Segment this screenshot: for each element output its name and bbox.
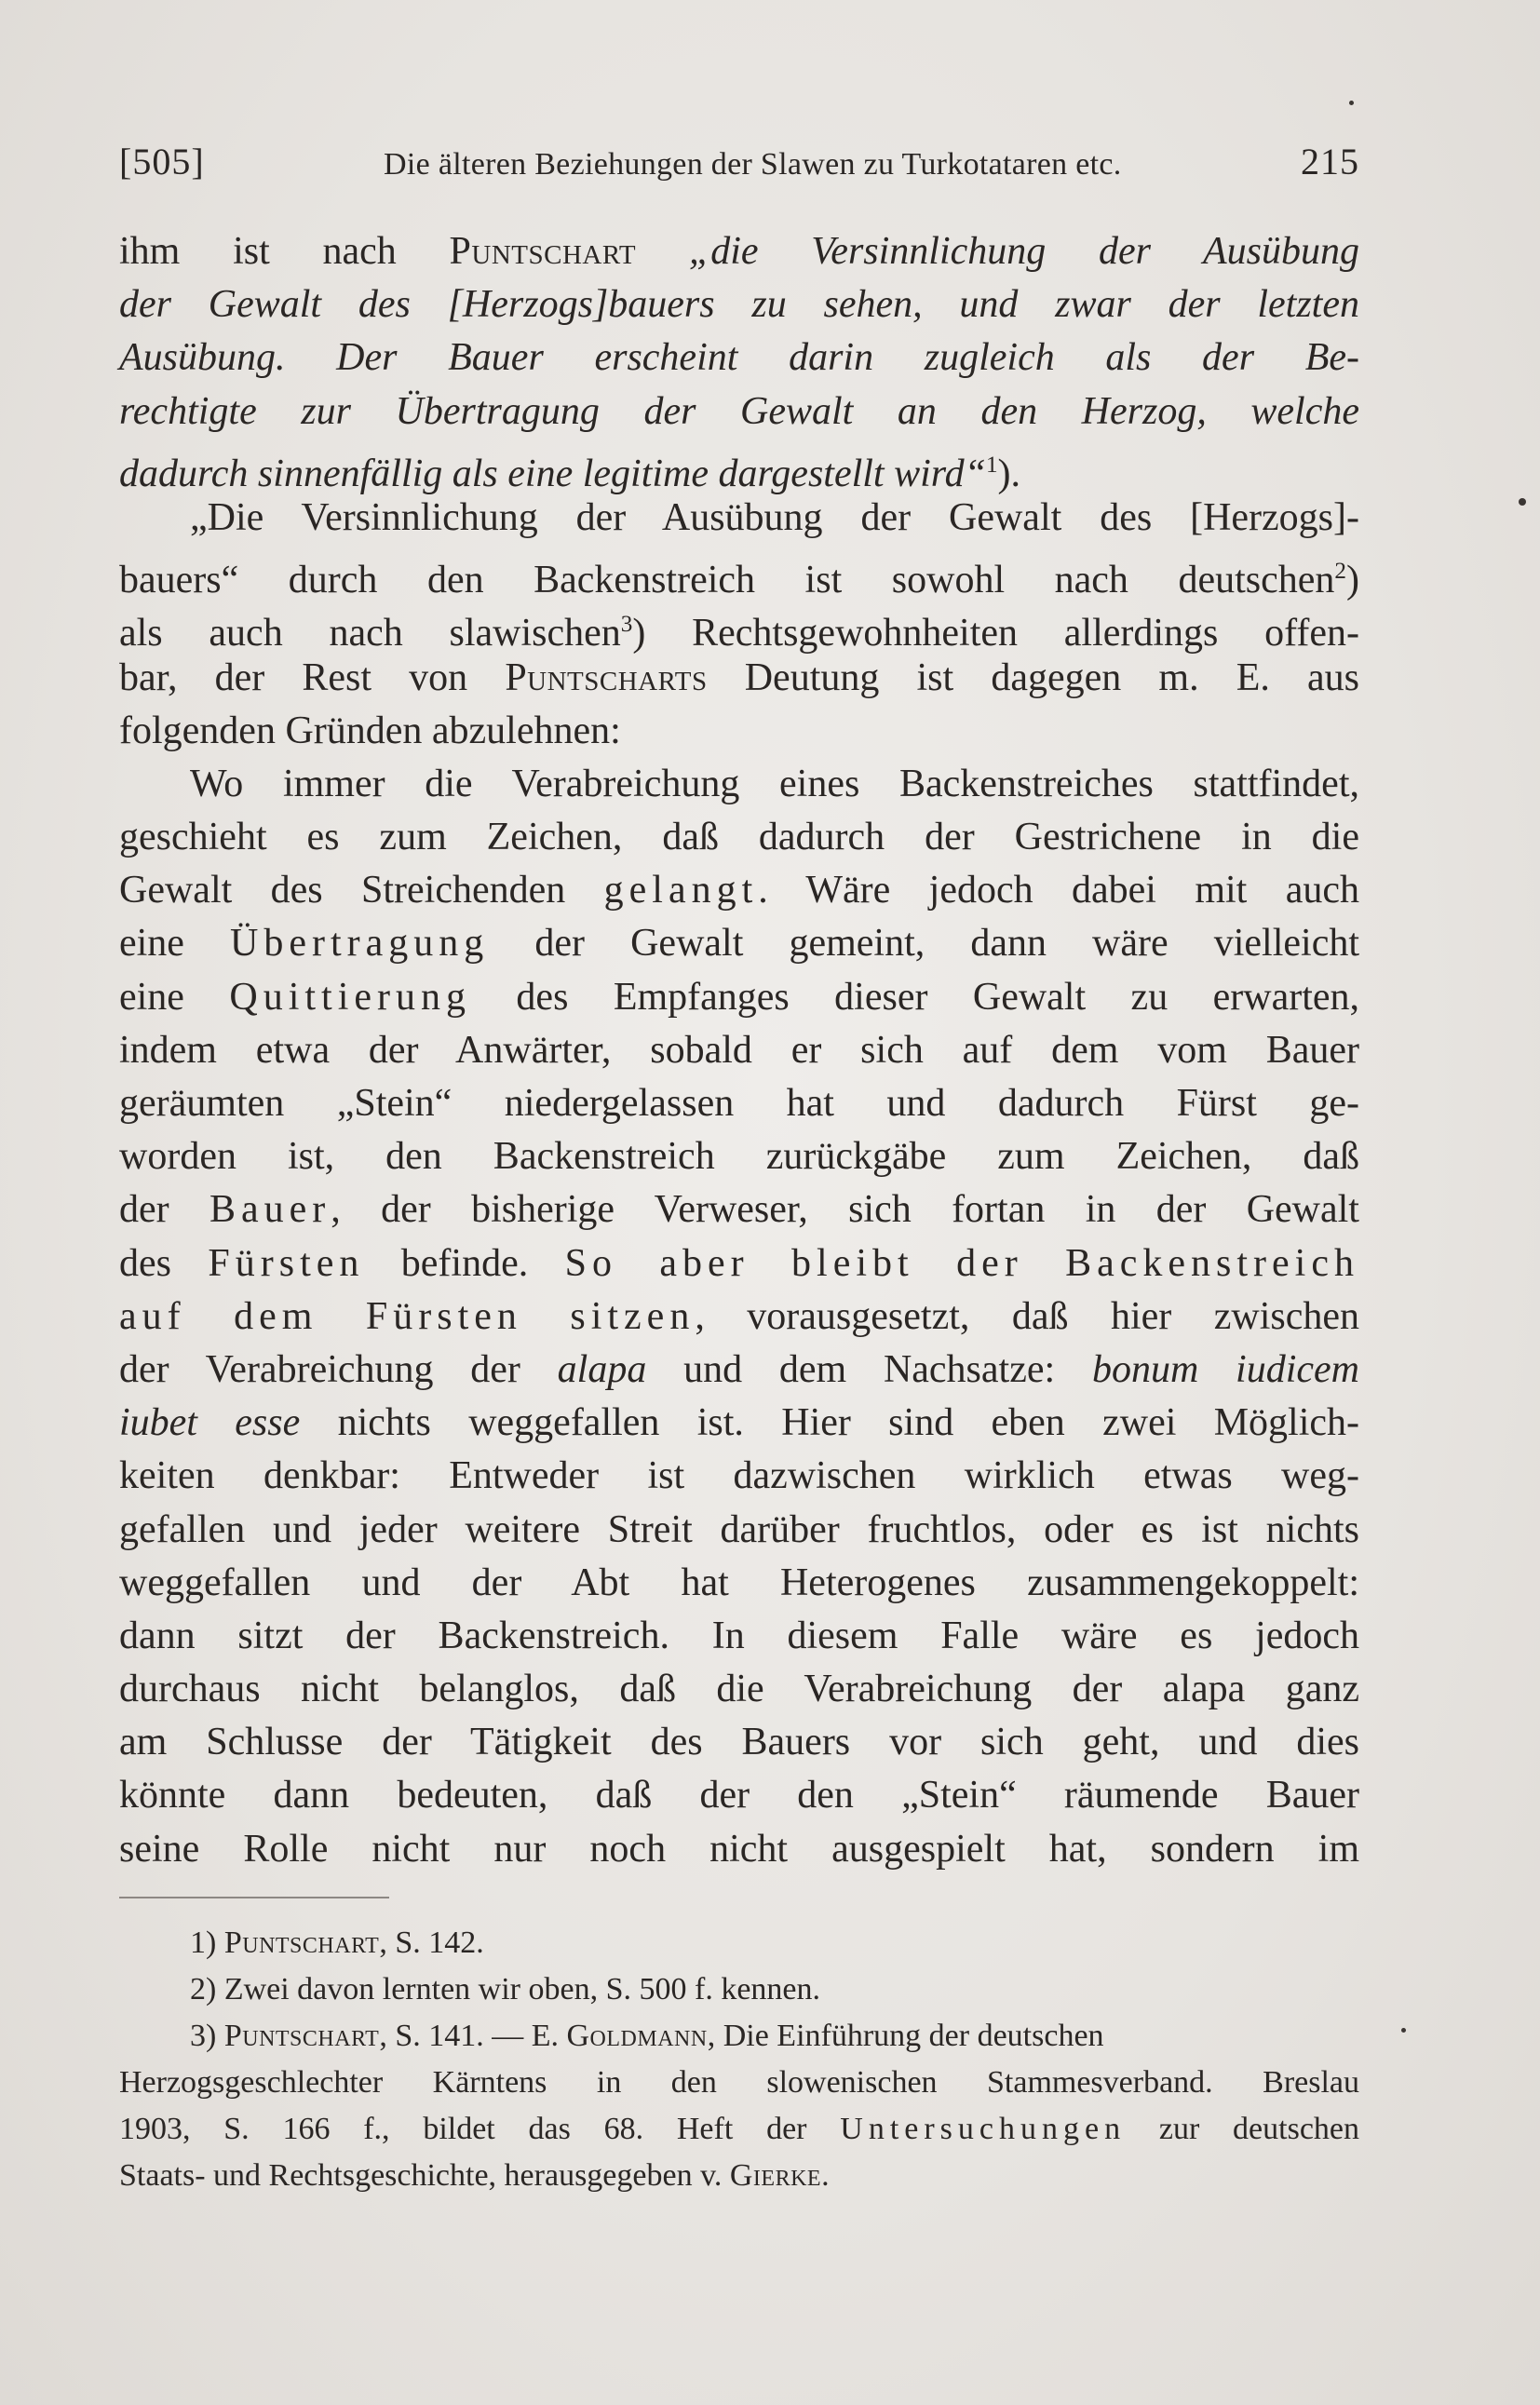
footnote-rule — [119, 1897, 389, 1898]
spaced-emphasis: So aber bleibt der Backenstreich — [564, 1241, 1359, 1285]
author-name: Puntschart — [223, 1925, 380, 1960]
text-run: 1903, S. 166 f., bildet das 68. Heft der — [119, 2112, 841, 2146]
running-title: Die älteren Beziehungen der Slawen zu Turkotataren etc. — [384, 147, 1122, 182]
text-run: indem etwa der Anwärter, sobald er sich auf dem vom Bauer — [119, 1028, 1359, 1072]
spaced-emphasis: Übertragung — [230, 922, 490, 966]
text-line — [119, 917, 1359, 970]
text-run: worden ist, den Backenstreich zurückgäbe zum Zeichen, daß — [119, 1135, 1359, 1179]
text-run: ) Rechtsgewohnheiten allerdings offen- — [632, 612, 1359, 655]
text-run: weggefallen und der Abt hat Heterogenes zusammengekoppelt: — [119, 1561, 1359, 1604]
footnote-line — [119, 1966, 1359, 2013]
italic-run: Ausübung. Der Bauer erscheint darin zugleich als der Be- — [119, 336, 1359, 380]
spaced-emphasis: Fürsten — [208, 1241, 365, 1285]
text-run: 1) — [190, 1925, 224, 1960]
text-line — [119, 1397, 1359, 1450]
footnote-ref: 3 — [620, 612, 633, 638]
italic-run: „die Versinnlichung der Ausübung — [688, 230, 1359, 273]
text-line — [119, 1024, 1359, 1077]
text-run: seine Rolle nicht nur noch nicht ausgespielt hat, sondern im — [119, 1827, 1359, 1871]
text-line — [119, 1610, 1359, 1663]
text-run: Herzogsgeschlechter Kärntens in den slowenischen Stammesverband. Breslau — [119, 2065, 1359, 2100]
text-run — [636, 230, 689, 273]
text-run: . Wäre jedoch dabei mit auch — [758, 869, 1359, 912]
text-run: befinde. — [364, 1241, 565, 1285]
text-line — [119, 705, 1359, 758]
text-run: bauers“ durch den Backenstreich ist sowohl nach deutschen — [119, 559, 1335, 602]
text-run: des — [119, 1241, 209, 1285]
text-run: und dem Nachsatze: — [646, 1347, 1092, 1391]
text-line — [119, 278, 1359, 331]
text-run: des Empfanges dieser Gewalt zu erwarten, — [471, 975, 1360, 1019]
text-line — [119, 385, 1359, 439]
text-run: bar, der Rest von — [119, 655, 506, 699]
author-name: Puntscharts — [505, 655, 708, 699]
footnote-line — [119, 1920, 1359, 1966]
text-run: der Verabreichung der — [119, 1347, 558, 1391]
text-line — [119, 1504, 1359, 1557]
text-run: , vorausgesetzt, daß hier zwischen — [695, 1294, 1360, 1338]
text-line — [119, 811, 1359, 864]
italic-run: iubet esse — [119, 1401, 301, 1445]
text-line — [119, 439, 1359, 495]
text-line — [119, 864, 1359, 917]
text-run: Staats- und Rechtsgeschichte, herausgegeben v. — [119, 2158, 730, 2193]
footnotes — [119, 1920, 1359, 2199]
text-run: ihm ist nach — [119, 230, 450, 273]
text-line — [119, 598, 1359, 655]
spaced-emphasis: gelangt — [603, 869, 759, 912]
text-run: , S. 142. — [379, 1925, 484, 1960]
text-line — [119, 1557, 1359, 1610]
page-number: 215 — [1300, 141, 1359, 182]
text-run: der Gewalt gemeint, dann wäre vielleicht — [489, 922, 1360, 966]
text-line — [119, 1290, 1359, 1344]
body-text — [119, 225, 1359, 1876]
text-line — [119, 1823, 1359, 1876]
text-run: am Schlusse der Tätigkeit des Bauers vor sich geht, und dies — [119, 1721, 1359, 1764]
text-run: Gewalt des Streichenden — [119, 869, 604, 912]
author-name: Puntschart — [449, 230, 637, 273]
italic-run: der Gewalt des [Herzogs]bauers zu sehen, und zwar der letzten — [119, 283, 1359, 327]
italic-run: bonum iudicem — [1091, 1347, 1359, 1391]
text-line — [119, 1769, 1359, 1822]
text-run: Wo immer die Verabreichung eines Backenstreiches stattfindet, — [190, 762, 1359, 805]
text-run: eine — [119, 922, 231, 966]
text-line — [119, 1716, 1359, 1769]
footnote-ref: 1 — [985, 452, 998, 478]
text-run: nichts weggefallen ist. Hier sind eben zwei Möglich- — [300, 1401, 1359, 1445]
text-line — [119, 1237, 1359, 1290]
text-run: dann sitzt der Backenstreich. In diesem Falle wäre es jedoch — [119, 1614, 1359, 1657]
text-run: gefallen und jeder weitere Streit darüber fruchtlos, oder es ist nichts — [119, 1507, 1359, 1551]
text-line — [119, 1077, 1359, 1130]
text-line — [119, 492, 1359, 545]
text-run: der — [119, 1188, 209, 1232]
text-run: eine — [119, 975, 230, 1019]
text-run: „Die Versinnlichung der Ausübung der Gewalt des [Herzogs]- — [190, 495, 1359, 539]
text-line — [119, 652, 1359, 705]
text-run: keiten denkbar: Entweder ist dazwischen wirklich etwas weg- — [119, 1454, 1359, 1498]
text-run: durchaus nicht belanglos, daß die Verabreichung der alapa ganz — [119, 1668, 1359, 1711]
italic-run: dadurch sinnenfällig als eine legitime dargestellt wird“ — [119, 452, 986, 495]
text-run: ) — [1346, 559, 1359, 602]
text-run: folgenden Gründen abzulehnen: — [119, 709, 621, 752]
text-run: Deutung ist dagegen m. E. aus — [707, 655, 1359, 699]
author-name: Gierke — [729, 2158, 822, 2193]
text-line — [119, 545, 1359, 602]
text-run: . — [821, 2158, 830, 2193]
footnote-line — [119, 2013, 1359, 2060]
paper-speck — [1519, 498, 1526, 506]
footnote-line — [119, 2060, 1359, 2106]
text-run: geräumten „Stein“ niedergelassen hat und dadurch Fürst ge- — [119, 1082, 1359, 1125]
text-run: als auch nach slawischen — [119, 612, 621, 655]
footnote-ref: 2 — [1334, 559, 1346, 585]
footnote-line — [119, 2153, 1359, 2199]
italic-run: rechtigte zur Übertragung der Gewalt an den Herzog, welche — [119, 389, 1359, 433]
spaced-emphasis: Quittierung — [229, 975, 472, 1019]
text-line — [119, 971, 1359, 1024]
text-run: , Die Einführung der deutschen — [707, 2019, 1104, 2053]
text-run: ). — [997, 452, 1021, 495]
text-run: zur deutschen — [1126, 2112, 1359, 2146]
italic-run: alapa — [557, 1347, 647, 1391]
paper-speck — [1401, 2028, 1406, 2033]
text-line — [119, 1450, 1359, 1503]
text-run: geschieht es zum Zeichen, daß dadurch der Gestrichene in die — [119, 816, 1359, 859]
text-run: , S. 141. — E. — [379, 2019, 567, 2053]
author-name: Goldmann — [566, 2019, 708, 2053]
text-line — [119, 1183, 1359, 1236]
text-line — [119, 1130, 1359, 1183]
spaced-emphasis: Untersuchungen — [840, 2112, 1127, 2146]
spaced-emphasis: Bauer — [209, 1188, 331, 1232]
text-line — [119, 1663, 1359, 1716]
page-marker: [505] — [119, 141, 205, 182]
text-line — [119, 758, 1359, 811]
spaced-emphasis: auf dem Fürsten sitzen — [119, 1294, 696, 1338]
footnote-line — [119, 2106, 1359, 2153]
text-line — [119, 331, 1359, 385]
text-run: 3) — [190, 2019, 224, 2053]
text-line — [119, 225, 1359, 278]
text-run: 2) Zwei davon lernten wir oben, S. 500 f. kennen. — [190, 1972, 820, 2006]
text-run: könnte dann bedeuten, daß der den „Stein“ räumende Bauer — [119, 1774, 1359, 1817]
text-line — [119, 1344, 1359, 1397]
text-run: , der bisherige Verweser, sich fortan in der Gewalt — [331, 1188, 1359, 1232]
running-header — [119, 140, 1359, 196]
paper-speck — [1349, 101, 1354, 105]
author-name: Puntschart — [223, 2019, 380, 2053]
